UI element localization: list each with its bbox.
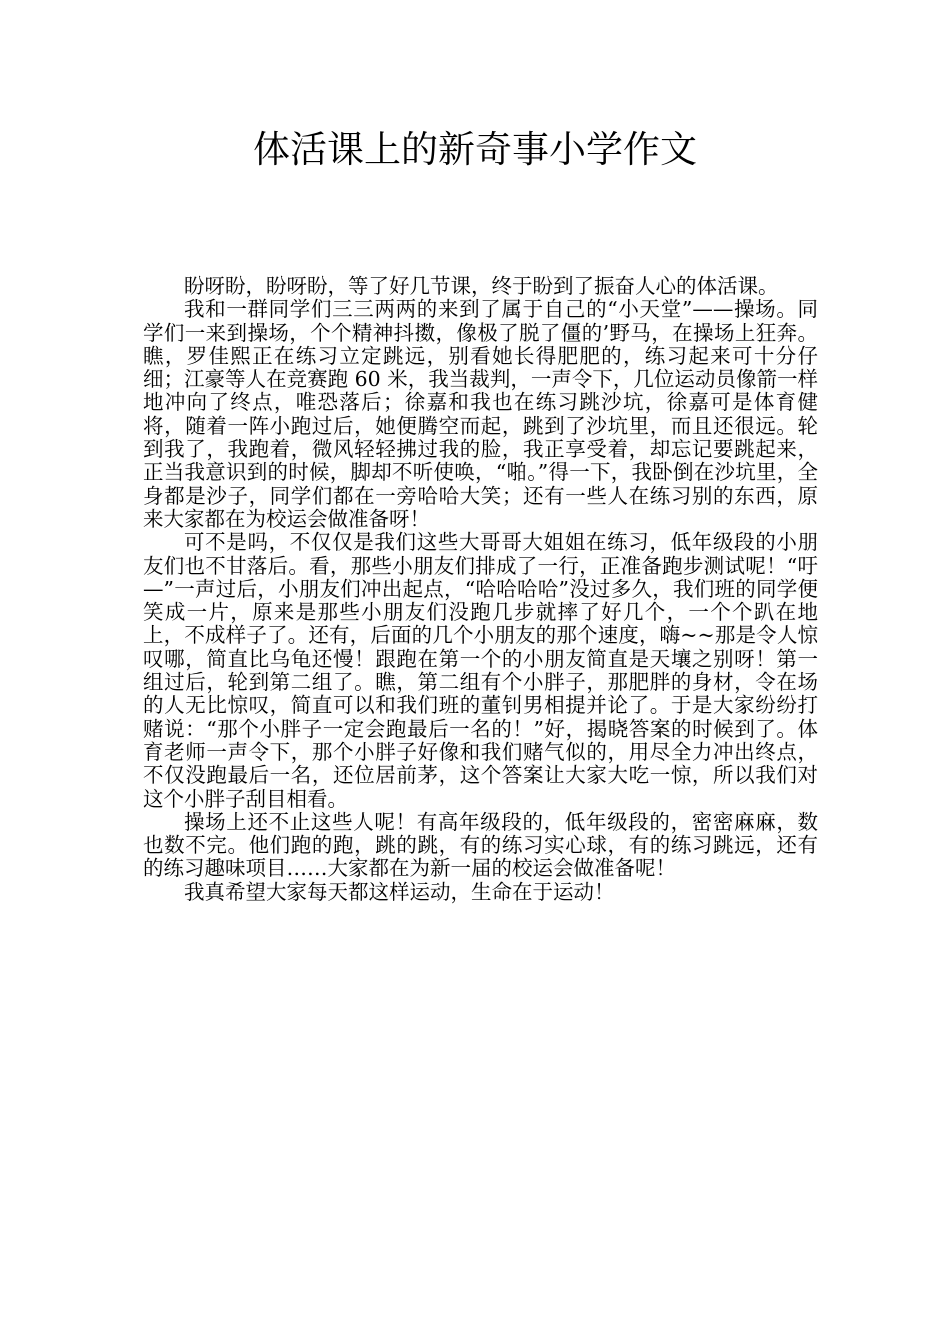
paragraph: 操场上还不止这些人呢！有高年级段的，低年级段的，密密麻麻，数也数不完。他们跑的跑，跳的跳，有的练习实心球，有的练习跳远，还有的练习趣味项目……大家都在为新一届的校运会做准备呢！ xyxy=(143,809,818,881)
essay-body xyxy=(143,275,818,904)
paragraph: 我真希望大家每天都这样运动，生命在于运动！ xyxy=(184,879,615,904)
paragraph: 盼呀盼，盼呀盼，等了好几节课，终于盼到了振奋人心的体活课。 xyxy=(184,274,779,298)
paragraph: 我和一群同学们三三两两的来到了属于自己的“小天堂”——操场。同学们一来到操场，个个精神抖擞，像极了脱了僵的’野马，在操场上狂奔。瞧，罗佳熙正在练习立定跳远，别看她长得肥肥的，练习起来可十分仔细；江豪等人在竞赛跑 60 米，我当裁判，一声令下，几位运动员像箭一样地冲向了终点，唯恐落后；徐嘉和我也在练习跳沙坑，徐嘉可是体育健将，随着一阵小跑过后，她便腾空而起，跳到了沙坑里，而且还很远。轮到我了，我跑着，微风轻轻拂过我的脸，我正享受着，却忘记要跳起来，正当我意识到的时候，脚却不听使唤，“啪。”得一下，我卧倒在沙坑里，全身都是沙子，同学们都在一旁哈哈大笑；还有一些人在练习别的东西，原来大家都在为校运会做准备呀！ xyxy=(143,297,818,531)
document-title: 体活课上的新奇事小学作文 xyxy=(253,128,697,171)
paragraph: 可不是吗，不仅仅是我们这些大哥哥大姐姐在练习，低年级段的小朋友们也不甘落后。看，那些小朋友们排成了一行，正准备跑步测试呢！“吁—”一声过后，小朋友们冲出起点，“哈哈哈哈”没过多久，我们班的同学便笑成一片，原来是那些小朋友们没跑几步就摔了好几个，一个个趴在地上，不成样子了。还有，后面的几个小朋友的那个速度，嗨~~那是令人惊叹哪，简直比乌龟还慢！跟跑在第一个的小朋友简直是天壤之别呀！第一组过后，轮到第二组了。瞧，第二组有个小胖子，那肥胖的身材，令在场的人无比惊叹，简直可以和我们班的董钊男相提并论了。于是大家纷纷打赌说：“那个小胖子一定会跑最后一名的！”好，揭晓答案的时候到了。体育老师一声令下，那个小胖子好像和我们赌气似的，用尽全力冲出终点，不仅没跑最后一名，还位居前茅，这个答案让大家大吃一惊，所以我们对这个小胖子刮目相看。 xyxy=(143,530,818,811)
